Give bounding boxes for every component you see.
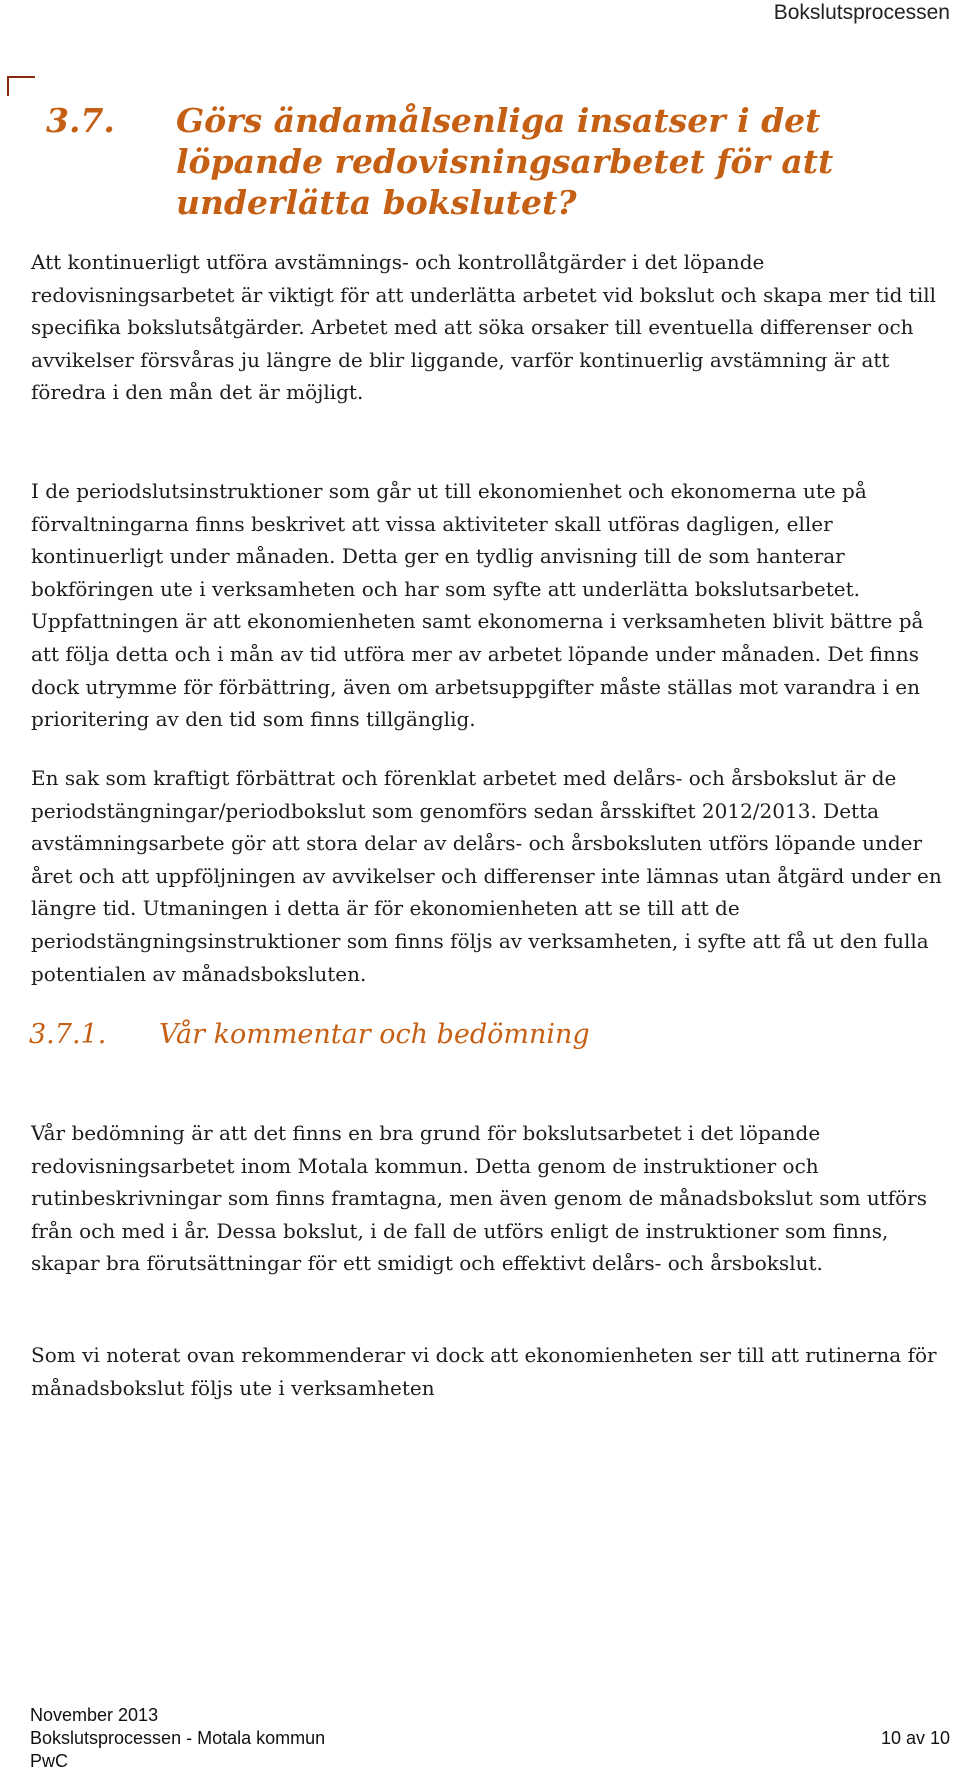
paragraph: En sak som kraftigt förbättrat och förenklat arbetet med delårs- och årsbokslut är de periodstängningar/periodbokslut som genomförs sedan årsskiftet 2012/2013. Detta avstämningsarbete gör att stora delar av delårs- och årsboksluten utförs löpande under året och att uppföljningen av avvikelser och differenser inte lämnas utan åtgärd under en längre tid. Utmaningen i detta är för ekonomienheten att se till att de periodstängningsinstruktioner som finns följs av verksamheten, i syfte att få ut den fulla potentialen av månadsboksluten. [31,766,942,986]
corner-mark [7,76,35,96]
subsection-number: 3.7.1. [29,1019,107,1050]
page-footer [30,1704,950,1773]
footer-date: November 2013 [30,1705,159,1725]
subsection-heading [29,1015,590,1055]
paragraph: I de periodslutsinstruktioner som går ut till ekonomienhet och ekonomerna ute på förvaltningarna finns beskrivet att vissa aktiviteter skall utföras dagligen, eller kontinuerligt under månaden. Detta ger en tydlig anvisning till de som hanterar bokföringen ute i verksamheten och har som syfte att underlätta bokslutsarbetet. Uppfattningen är att ekonomienheten samt ekonomerna i verksamheten blivit bättre på att följa detta och i mån av tid utföra mer av arbetet löpande under månaden. Det finns dock utrymme för förbättring, även om arbetsuppgifter måste ställas mot varandra i en prioritering av den tid som finns tillgänglig. [31,479,924,732]
section-title: Görs ändamålsenliga insatser i det löpande redovisningsarbetet för att underlätta bokslutet? [176,101,834,222]
running-header-title: Bokslutsprocessen [773,1,950,24]
subsection-title: Vår kommentar och bedömning [159,1019,590,1050]
footer-company: PwC [30,1751,69,1771]
footer-doc-title: Bokslutsprocessen - Motala kommun [30,1728,326,1748]
paragraph: Som vi noterat ovan rekommenderar vi dock att ekonomienheten ser till att rutinerna för månadsbokslut följs ute i verksamheten [31,1343,937,1400]
footer-page-number: 10 av 10 [880,1728,950,1748]
section-heading [46,100,946,223]
paragraph: Vår bedömning är att det finns en bra grund för bokslutsarbetet i det löpande redovisningsarbetet inom Motala kommun. Detta genom de instruktioner och rutinbeskrivningar som finns framtagna, men även genom de månadsbokslut som utförs från och med i år. Dessa bokslut, i de fall de utförs enligt de instruktioner som finns, skapar bra förutsättningar för ett smidigt och effektivt delårs- och årsbokslut. [31,1121,928,1276]
paragraph: Att kontinuerligt utföra avstämnings- och kontrollåtgärder i det löpande redovisningsarbetet är viktigt för att underlätta arbetet vid bokslut och skapa mer tid till specifika bokslutsåtgärder. Arbetet med att söka orsaker till eventuella differenser och avvikelser försvåras ju längre de blir liggande, varför kontinuerlig avstämning är att föredra i den mån det är möjligt. [31,250,937,405]
section-number: 3.7. [46,101,115,140]
